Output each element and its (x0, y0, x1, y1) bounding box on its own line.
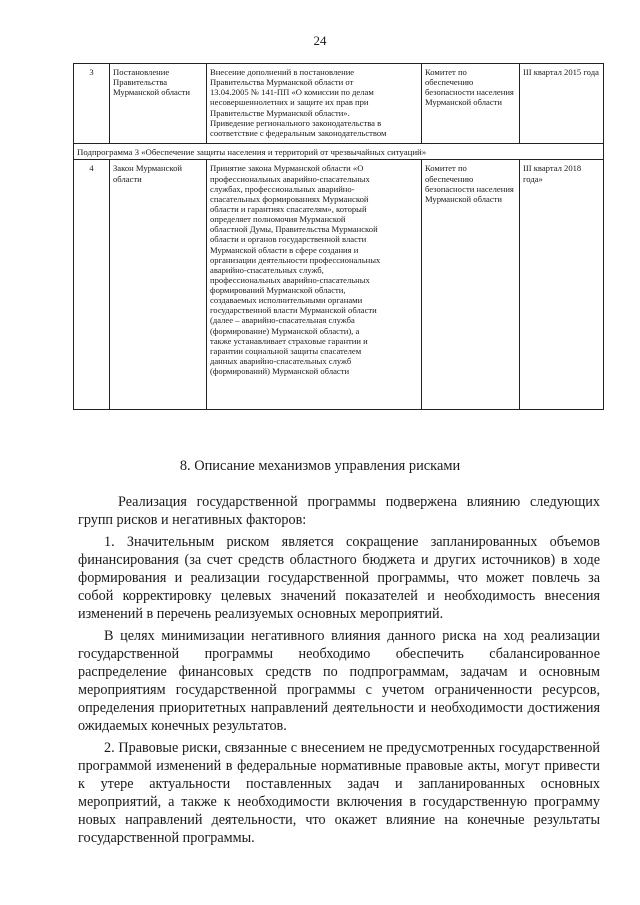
content-line: Правительстве Мурманской области». (210, 107, 350, 118)
content-line: несовершеннолетних и защите их прав при (210, 97, 369, 108)
content-line: Приведение регионального законодательства в (210, 117, 382, 128)
content-line: создаваемых исполнительными органами (210, 295, 363, 306)
content-line: спасательных формированиях Мурманской (210, 193, 369, 204)
content-line: 13.04.2005 № 141-ПП «О комиссии по делам (210, 87, 374, 98)
subprogram-title: Подпрограмма 3 «Обеспечение защиты населения и территорий от чрезвычайных ситуаций» (74, 144, 604, 160)
content-line: гарантии социальной защиты спасателем (210, 345, 362, 356)
content-line: (далее – аварийно-спасательная служба (210, 315, 355, 326)
measure-content (207, 64, 422, 144)
content-line: аварийно-спасательных служб, (210, 264, 324, 275)
paragraph: В целях минимизации негативного влияния данного риска на ход реализации государственной программы необходимо обеспечить сбалансированное распределение финансовых средств по подпрограммам, задачам и основным мероприятиям государственной программы с учетом ограниченности ресурсов, определения приоритетных направлений деятельности и необходимости достижения ожидаемых конечных результатов. (78, 628, 600, 734)
measure-content (207, 160, 422, 410)
content-line: области и гарантиях спасателям», который (210, 203, 367, 214)
content-line: также устанавливает страховые гарантии и (210, 335, 368, 346)
content-line: государственной власти Мурманской области (210, 305, 377, 316)
paragraph: 1. Значительным риском является сокращение запланированных объемов финансирования (за счет средств областного бюджета и других источников) в ходе формирования и реализации государственной программы, что может повлечь за собой корректировку целевых значений показателей и необходимость внесения изменений в перечень реализуемых основных мероприятий. (78, 534, 600, 622)
document-type: Закон Мурманской области (110, 160, 207, 410)
deadline: III квартал 2018 года» (520, 160, 604, 410)
row-number: 4 (74, 160, 110, 410)
content-line: определяет полномочия Мурманской (210, 214, 346, 225)
responsible-executor: Комитет по обеспечению безопасности населения Мурманской области (422, 160, 520, 410)
content-line: области и органов государственной власти (210, 234, 367, 245)
content-line: (формирований) Мурманской области (210, 366, 350, 377)
content-line: Внесение дополнений в постановление (210, 67, 355, 77)
measures-table (73, 63, 604, 410)
content-line: организации деятельности профессиональных (210, 254, 381, 265)
document-type: Постановление Правительства Мурманской области (110, 64, 207, 144)
page-number: 24 (313, 33, 327, 48)
content-line: Принятие закона Мурманской области «О (210, 163, 364, 174)
content-line: профессиональных аварийно-спасательных (210, 173, 370, 184)
paragraph: 2. Правовые риски, связанные с внесением не предусмотренных государственной программой изменений в федеральные нормативные правовые акты, могут привести к утере актуальности поставленных задач и запланированных основных мероприятий, а также к необходимости включения в государственную программу новых направлений деятельности, что окажет влияние на конечные результаты государственной программы. (78, 740, 600, 846)
content-line: соответствие с федеральным законодательством (210, 127, 387, 138)
content-line: областной Думы, Правительства Мурманской (210, 224, 378, 235)
content-line: службах, профессиональных аварийно- (210, 183, 355, 194)
responsible-executor: Комитет по обеспечению безопасности населения Мурманской области (422, 64, 520, 144)
subprogram-row (74, 144, 604, 160)
content-line: формирований Мурманской области, (210, 285, 346, 296)
content-line: Мурманской области в сфере создания и (210, 244, 359, 255)
section-title: 8. Описание механизмов управления рисками (179, 458, 461, 474)
content-line: Правительства Мурманской области от (210, 77, 354, 88)
content-line: (формирование) Мурманской области), а (210, 325, 360, 336)
deadline: III квартал 2015 года (520, 64, 604, 144)
table-row (74, 160, 604, 410)
table-row (74, 64, 604, 144)
content-line: данных аварийно-спасательных служб (210, 356, 352, 367)
row-number: 3 (74, 64, 110, 144)
body-text (78, 493, 600, 851)
content-line: профессиональных аварийно-спасательных (210, 274, 370, 285)
paragraph: Реализация государственной программы подвержена влиянию следующих групп рисков и негативных факторов: (78, 494, 600, 528)
